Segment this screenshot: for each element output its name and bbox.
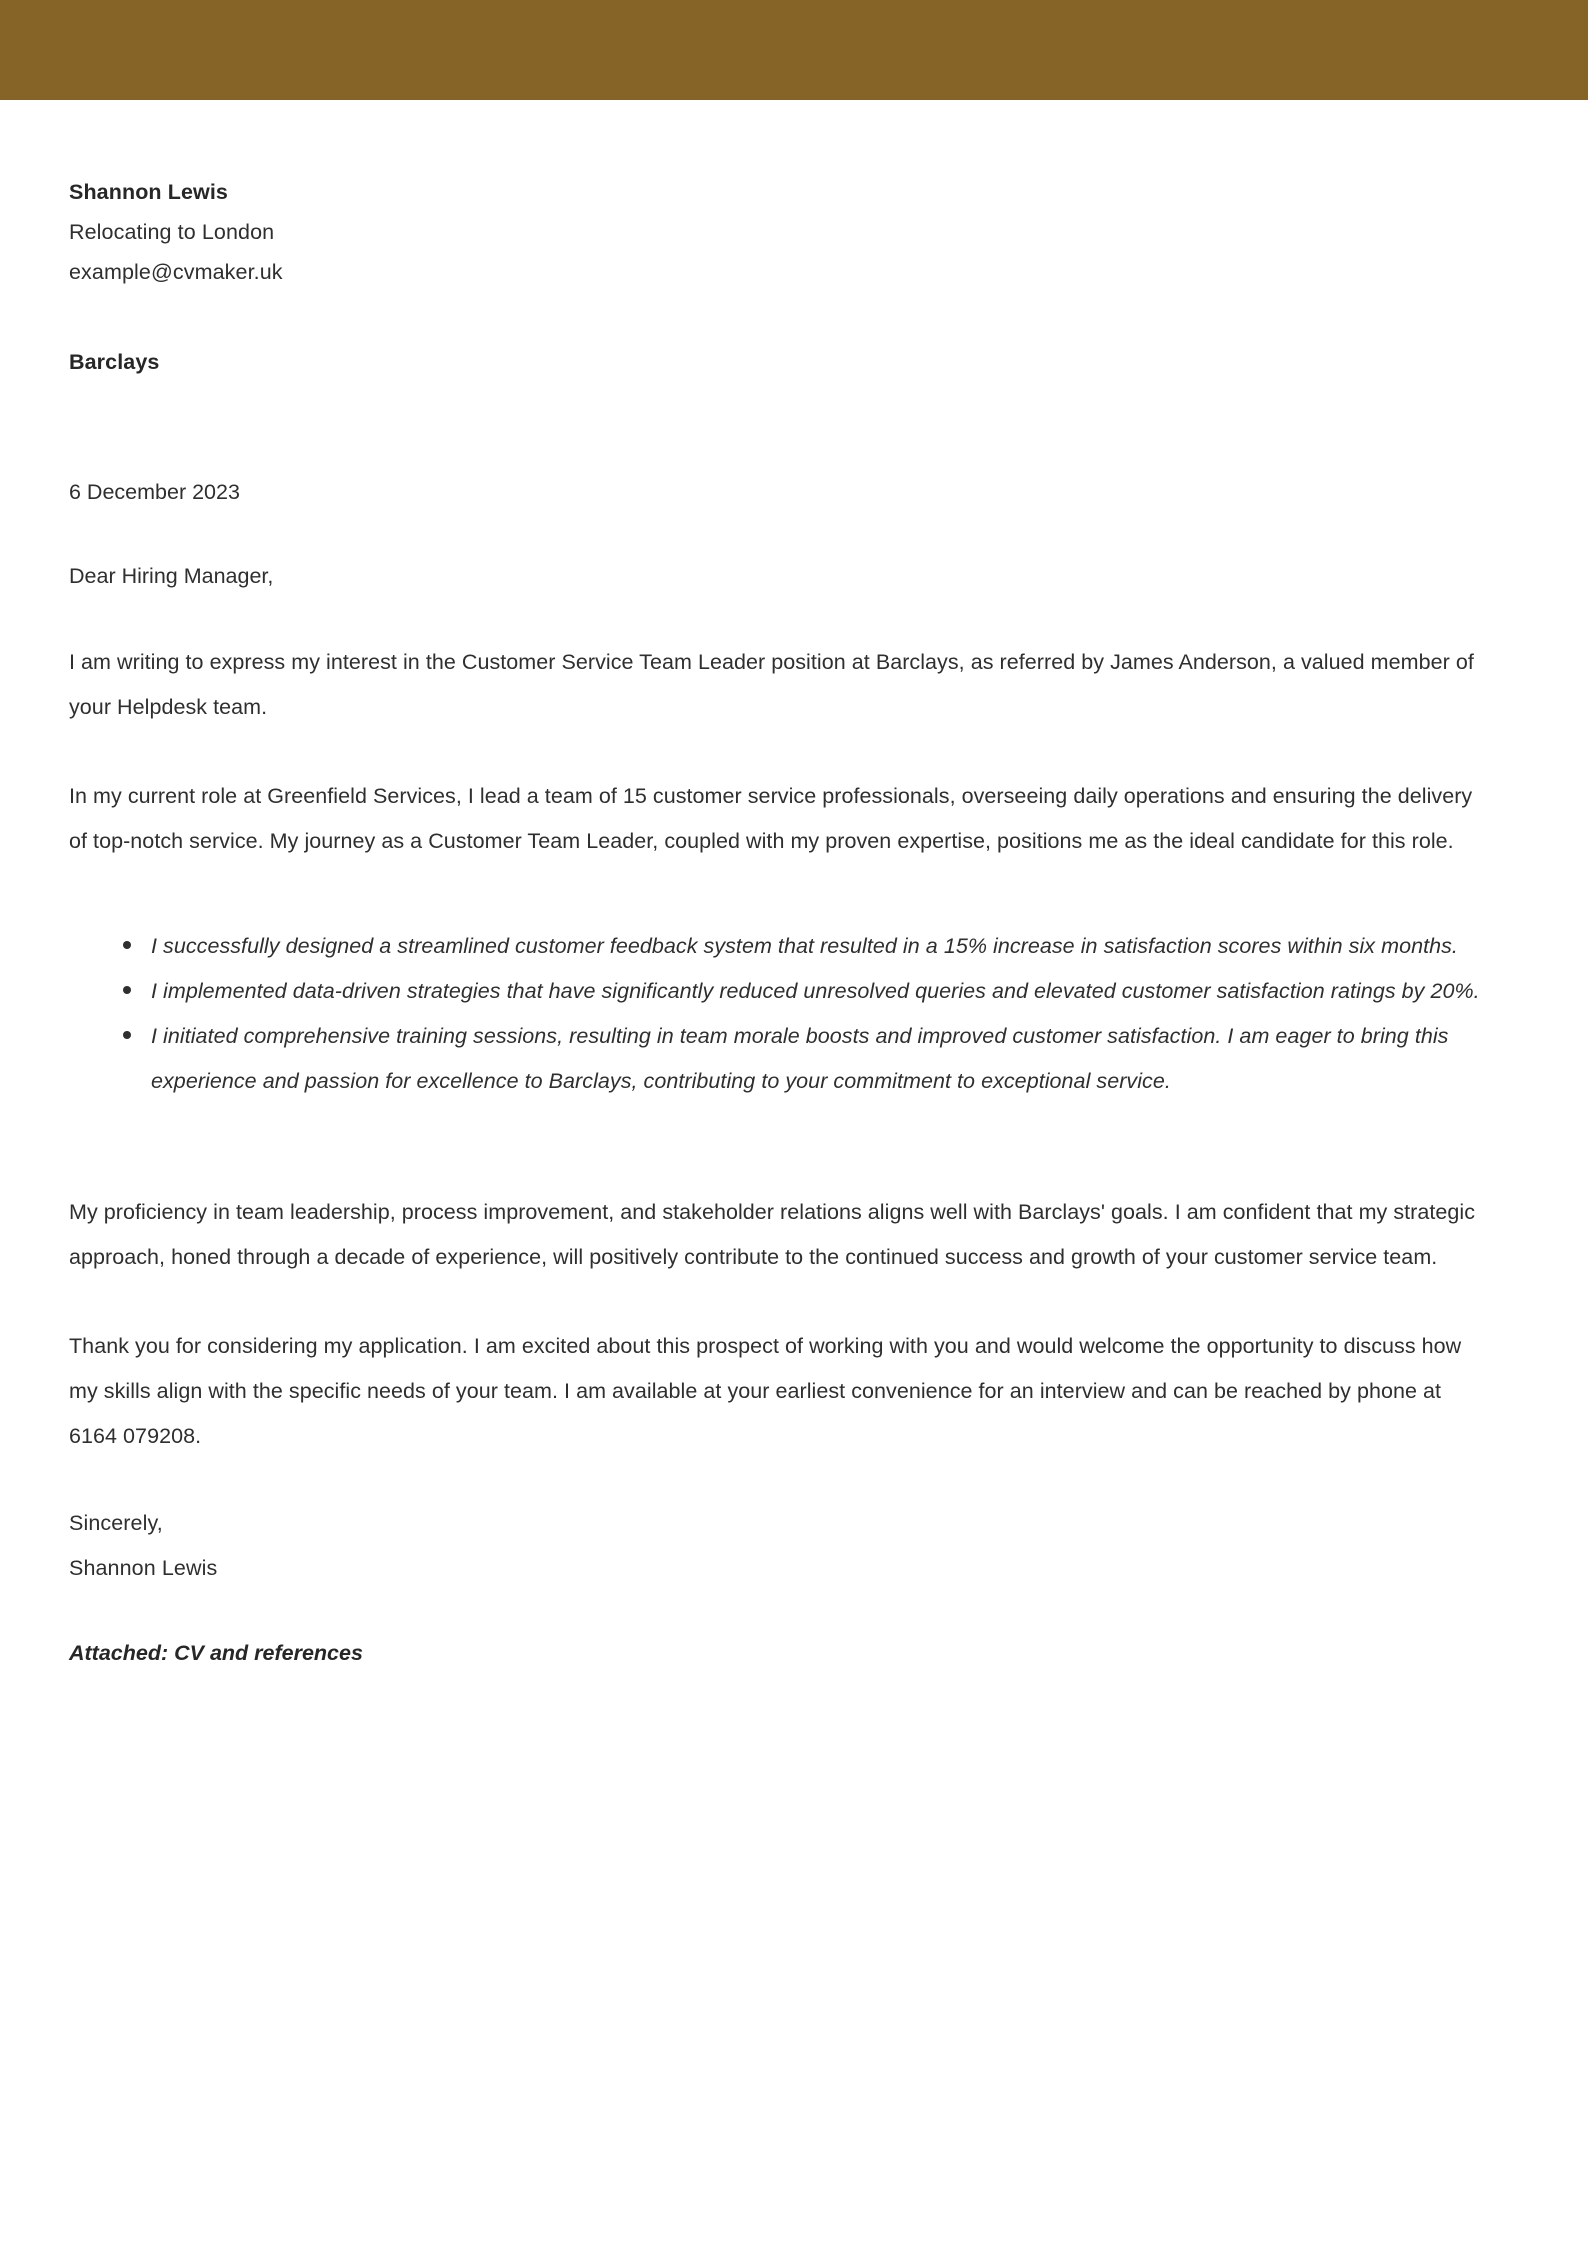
paragraph-intro: I am writing to express my interest in the Customer Service Team Leader position at Barclays, as referred by James Anderson, a valued member of your Helpdesk team. — [69, 650, 1474, 719]
header-accent-bar — [0, 0, 1588, 100]
recipient-company: Barclays — [69, 350, 160, 374]
bullet-icon — [123, 941, 131, 949]
list-spacer — [69, 1104, 1490, 1146]
paragraph-proficiency: My proficiency in team leadership, process improvement, and stakeholder relations aligns well with Barclays' goals. I am confident that my strategic approach, honed through a decade of experience, will positively contribute to the continued success and growth of your customer service team. — [69, 1200, 1476, 1269]
achievement-list — [69, 924, 1490, 1104]
achievement-text: I implemented data-driven strategies that have significantly reduced unresolved queries and elevated customer satisfaction ratings by 20%. — [151, 979, 1480, 1003]
sender-name: Shannon Lewis — [69, 180, 228, 204]
valediction: Sincerely, — [69, 1511, 163, 1535]
sender-block — [69, 172, 1490, 292]
sender-location: Relocating to London — [69, 220, 275, 244]
signoff-block — [69, 1501, 1490, 1591]
list-item — [123, 924, 1490, 969]
recipient-block — [69, 342, 1490, 382]
letter-content — [0, 100, 1588, 1673]
bullet-icon — [123, 1031, 131, 1039]
signature-name: Shannon Lewis — [69, 1556, 218, 1580]
sender-email: example@cvmaker.uk — [69, 260, 283, 284]
letter-salutation: Dear Hiring Manager, — [69, 564, 274, 588]
paragraph-closing-thanks: Thank you for considering my application. I am excited about this prospect of working with you and would welcome the opportunity to discuss how my skills align with the specific needs of your team. I am available at your earliest convenience for an interview and can be reached by phone at 6164 079208. — [69, 1334, 1462, 1448]
attachment-note: Attached: CV and references — [69, 1641, 363, 1665]
letter-date: 6 December 2023 — [69, 480, 240, 504]
achievement-text: I successfully designed a streamlined customer feedback system that resulted in a 15% increase in satisfaction scores within six months. — [151, 934, 1458, 958]
achievement-text: I initiated comprehensive training sessions, resulting in team morale boosts and improved customer satisfaction. I am eager to bring this experience and passion for excellence to Barclays, contributing to your commitment to exceptional service. — [151, 1024, 1449, 1093]
bullet-icon — [123, 986, 131, 994]
list-item — [123, 1014, 1490, 1104]
list-item — [123, 969, 1490, 1014]
paragraph-current-role: In my current role at Greenfield Services, I lead a team of 15 customer service professionals, overseeing daily operations and ensuring the delivery of top-notch service. My journey as a Customer Team Leader, coupled with my proven expertise, positions me as the ideal candidate for this role. — [69, 784, 1473, 853]
